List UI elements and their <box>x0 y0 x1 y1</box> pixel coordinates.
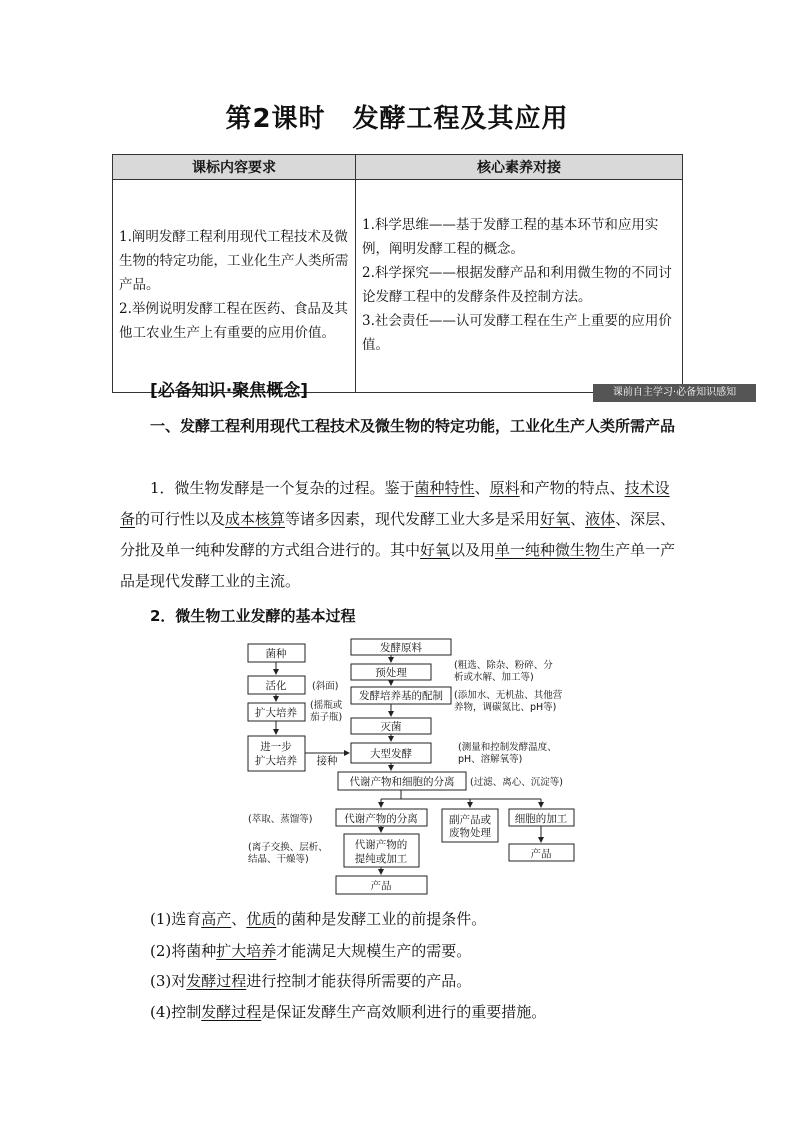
flow-strain: 菌种 <box>265 648 287 660</box>
curriculum-table <box>112 154 683 393</box>
section-tag: 课前自主学习·必备知识感知 <box>593 384 756 402</box>
note-pretreat-2: 析或水解、加工等) <box>454 672 534 683</box>
list-item: (4)控制发酵过程是保证发酵生产高效顺利进行的重要措施。 <box>150 1003 547 1021</box>
page-title: 第2课时 发酵工程及其应用 <box>225 104 569 134</box>
requirement-item: 1.阐明发酵工程利用现代工程技术及微生物的特定功能，工业化生产人类所需产品。 <box>119 229 349 293</box>
note-purify-1: (离子交换、层析、 <box>248 842 328 853</box>
list-item: (3)对发酵过程进行控制才能获得所需要的产品。 <box>150 972 472 990</box>
flow-sterilize: 灭菌 <box>380 721 402 733</box>
note-separation: (过滤、离心、沉淀等) <box>470 777 563 788</box>
requirements-cell <box>113 180 356 393</box>
table-header-literacy: 核心素养对接 <box>356 155 683 180</box>
flow-medium: 发酵培养基的配制 <box>359 690 443 702</box>
note-medium-2: 养物，调碳氮比、pH等) <box>454 702 557 713</box>
fermentation-flowchart <box>240 636 585 898</box>
flow-raw: 发酵原料 <box>380 642 422 654</box>
note-medium-1: (添加水、无机盐、其他营 <box>454 690 563 701</box>
flow-pretreat: 预处理 <box>375 667 407 679</box>
flow-further-1: 进一步 <box>260 741 292 753</box>
table-header-requirements: 课标内容要求 <box>113 155 356 180</box>
list-item: (2)将菌种扩大培养才能满足大规模生产的需要。 <box>150 942 472 960</box>
note-slant: (斜面) <box>312 681 339 692</box>
flow-purify-2: 提纯或加工 <box>354 853 408 865</box>
literacy-cell <box>356 180 683 393</box>
flow-purify-1: 代谢产物的 <box>354 839 408 851</box>
heading-2: 2．微生物工业发酵的基本过程 <box>150 607 356 625</box>
note-flask-1: (摇瓶或 <box>310 700 343 711</box>
note-extraction: (萃取、蒸馏等) <box>248 814 313 825</box>
flow-cell: 细胞的加工 <box>514 813 568 825</box>
flow-ferment: 大型发酵 <box>370 748 412 760</box>
literacy-item: 2.科学探究——根据发酵产品和利用微生物的不同讨论发酵工程中的发酵条件及控制方法。 <box>362 265 672 305</box>
flow-expand: 扩大培养 <box>255 707 297 719</box>
section-heading: [必备知识·聚焦概念] <box>150 381 308 401</box>
flow-separation: 代谢产物和细胞的分离 <box>349 776 455 788</box>
flow-inoculate: 接种 <box>316 755 338 767</box>
list-item: (1)选育高产、优质的菌种是发酵工业的前提条件。 <box>150 910 487 928</box>
note-ferment-2: pH、溶解氧等) <box>458 754 523 765</box>
literacy-item: 3.社会责任——认可发酵工程在生产上重要的应用价值。 <box>362 313 672 353</box>
flow-activation: 活化 <box>265 680 287 692</box>
literacy-item: 1.科学思维——基于发酵工程的基本环节和应用实例，阐明发酵工程的概念。 <box>362 217 659 257</box>
requirement-item: 2.举例说明发酵工程在医药、食品及其他工农业生产上有重要的应用价值。 <box>119 301 348 341</box>
note-pretreat-1: (粗选、除杂、粉碎、分 <box>454 660 553 671</box>
flow-byproduct-2: 废物处理 <box>449 827 491 839</box>
heading-1: 一、发酵工程利用现代工程技术及微生物的特定功能，工业化生产人类所需产品 <box>150 417 676 435</box>
paragraph-1: 1．微生物发酵是一个复杂的过程。鉴于菌种特性、原料和产物的特点、技术设备的可行性以及成本核算等诸多因素，现代发酵工业大多是采用好氧、液体、深层、分批及单一纯种发酵的方式组合进行的。其中好氧以及用单一纯种微生物生产单一产品是现代发酵工业的主流。 <box>120 479 676 590</box>
flow-product-c: 产品 <box>530 848 552 860</box>
note-purify-2: 结晶、干燥等) <box>248 854 309 865</box>
note-flask-2: 茄子瓶) <box>310 712 343 723</box>
flow-prod-sep: 代谢产物的分离 <box>344 813 418 825</box>
note-ferment-1: (测量和控制发酵温度、 <box>458 742 557 753</box>
flow-byproduct-1: 副产品或 <box>449 814 491 826</box>
flow-further-2: 扩大培养 <box>255 755 297 767</box>
flow-product-a: 产品 <box>370 880 392 892</box>
